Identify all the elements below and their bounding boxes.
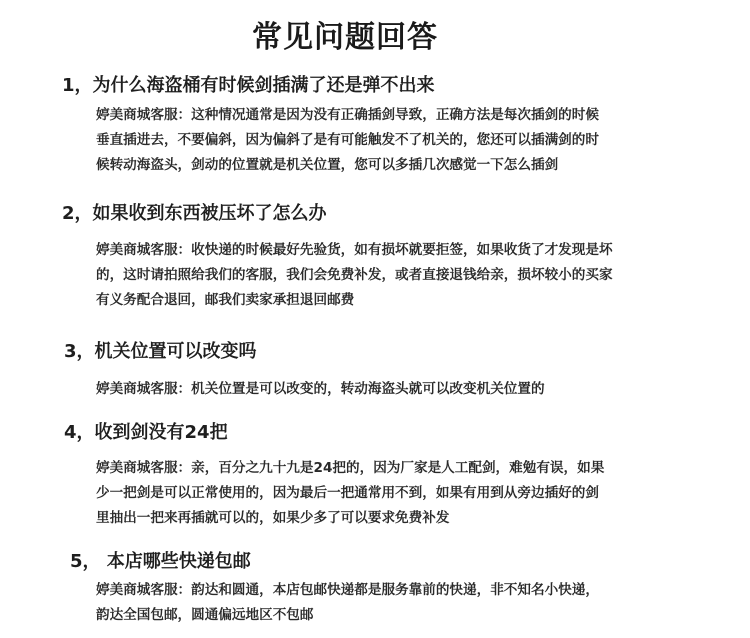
faq-answer-line: 婷美商城客服：这种情况通常是因为没有正确插剑导致，正确方法是每次插剑的时候 [96, 107, 599, 123]
faq-question-1: 1，为什么海盗桶有时候剑插满了还是弹不出来 [62, 75, 435, 96]
faq-answer-5 [96, 578, 656, 628]
faq-question-3: 3，机关位置可以改变吗 [64, 341, 257, 362]
faq-answer-line: 里抽出一把来再插就可以的，如果少多了可以要求免费补发 [96, 510, 450, 526]
faq-answer-line: 婷美商城客服：亲，百分之九十九是24把的，因为厂家是人工配剑，难勉有误，如果 [96, 460, 605, 476]
faq-question-2: 2，如果收到东西被压坏了怎么办 [62, 203, 327, 224]
page-title: 常见问题回答 [252, 20, 438, 55]
faq-question-5: 5， 本店哪些快递包邮 [70, 551, 251, 572]
faq-question-4: 4，收到剑没有24把 [64, 422, 228, 443]
faq-answer-line: 婷美商城客服：收快递的时候最好先验货，如有损坏就要拒签，如果收货了才发现是坏 [96, 242, 613, 258]
faq-answer-2 [96, 238, 656, 313]
faq-answer-line: 少一把剑是可以正常使用的，因为最后一把通常用不到，如果有用到从旁边插好的剑 [96, 485, 599, 501]
faq-answer-3 [96, 377, 656, 402]
faq-answer-line: 婷美商城客服：韵达和圆通，本店包邮快递都是服务靠前的快递，非不知名小快递， [96, 582, 599, 598]
faq-answer-4 [96, 456, 656, 531]
faq-answer-line: 垂直插进去，不要偏斜，因为偏斜了是有可能触发不了机关的，您还可以插满剑的时 [96, 132, 599, 148]
faq-answer-line: 婷美商城客服：机关位置是可以改变的，转动海盗头就可以改变机关位置的 [96, 381, 545, 397]
faq-answer-1 [96, 103, 656, 178]
faq-answer-line: 韵达全国包邮，圆通偏远地区不包邮 [96, 607, 314, 623]
faq-answer-line: 的，这时请拍照给我们的客服，我们会免费补发，或者直接退钱给亲，损坏较小的买家 [96, 267, 613, 283]
faq-answer-line: 候转动海盗头，剑动的位置就是机关位置，您可以多插几次感觉一下怎么插剑 [96, 157, 559, 173]
faq-answer-line: 有义务配合退回，邮我们卖家承担退回邮费 [96, 292, 355, 308]
